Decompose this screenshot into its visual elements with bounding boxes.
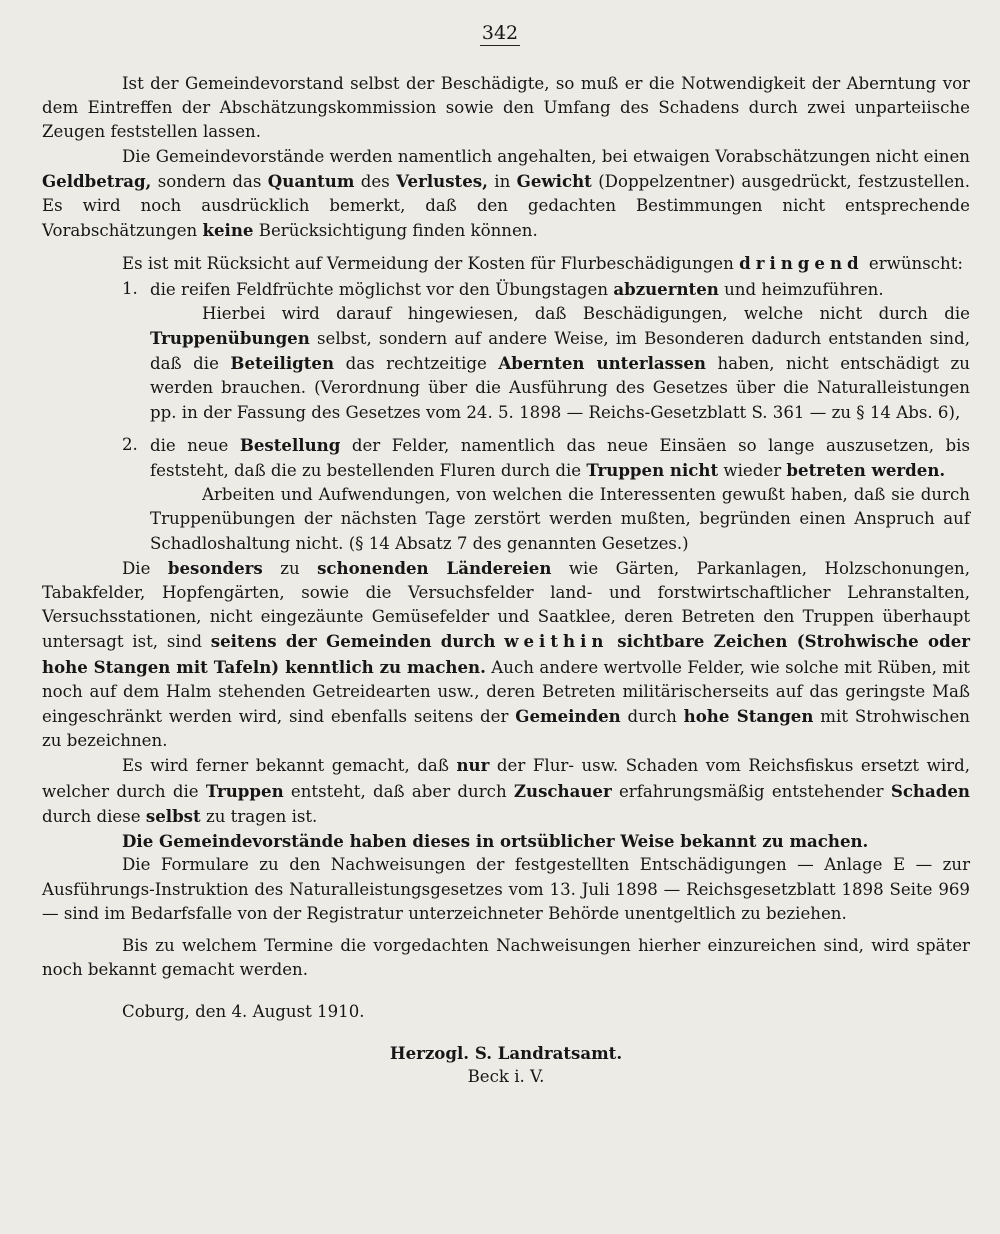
paragraph-3: Es ist mit Rücksicht auf Vermeidung der Kosten für Flurbeschädigungen dringend erwünscht:: [122, 253, 964, 274]
list-item-text: die neue Bestellung der Felder, namentlich das neue Einsäen so lange auszusetzen, bis feststeht, daß die zu bestellenden Fluren durch die Truppen nicht wieder betreten werden.: [150, 434, 970, 481]
paragraph-1: Ist der Gemeindevorstand selbst der Beschädigte, so muß er die Notwendigkeit der Aberntung vor dem Eintreffen der Abschätzungskommission sowie den Umfang des Schadens durch zwei unparteiische Zeugen feststellen lassen.: [42, 74, 970, 142]
page-number: 342: [481, 22, 519, 44]
paragraph-7: Die Formulare zu den Nachweisungen der festgestellten Entschädigungen — Anlage E — zur Ausführungs-Instruktion des Naturalleistungsgesetzes vom 13. Juli 1898 — Reichsgesetzblatt 1898 Seite 969 — sind im Bedarfsfalle von der Registratur unterzeichneter Behörde unentgeltlich zu beziehen.: [42, 855, 970, 923]
list-item-number: 1.: [122, 278, 138, 298]
signature-name: Beck i. V.: [467, 1066, 545, 1086]
list-item-subtext: Hierbei wird darauf hingewiesen, daß Beschädigungen, welche nicht durch die Truppenübungen selbst, sondern auf andere Weise, im Besonderen dadurch entstanden sind, daß die Beteiligten das rechtzeitige Abernten unterlassen haben, nicht entschädigt zu werden brauchen. (Verordnung über die Ausführung des Gesetzes über die Naturalleistungen pp. in der Fassung des Gesetzes vom 24. 5. 1898 — Reichs-Gesetzblatt S. 361 — zu § 14 Abs. 6),: [150, 303, 970, 422]
list-item-2: [122, 433, 970, 556]
document-body: [42, 72, 970, 1089]
paragraph-2: Die Gemeindevorstände werden namentlich angehalten, bei etwaigen Vorabschätzungen nicht einen Geldbetrag, sondern das Quantum des Verlustes, in Gewicht (Doppelzentner) ausgedrückt, festzustellen. Es wird noch ausdrücklich bemerkt, daß den gedachten Bestimmungen nicht entsprechende Vorabschätzungen keine Berücksichtigung finden können.: [42, 146, 970, 241]
list-item-number: 2.: [122, 434, 138, 454]
date-line: Coburg, den 4. August 1910.: [122, 1002, 365, 1022]
list-item-subtext: Arbeiten und Aufwendungen, von welchen die Interessenten gewußt haben, daß sie durch Truppenübungen der nächsten Tage zerstört werden mußten, begründen einen Anspruch auf Schadloshaltung nicht. (§ 14 Absatz 7 des genannten Gesetzes.): [150, 485, 970, 553]
paragraph-4: Die besonders zu schonenden Ländereien wie Gärten, Parkanlagen, Holzschonungen, Tabakfelder, Hopfengärten, sowie die Versuchsfelder land- und forstwirtschaftlicher Lehranstalten, Versuchsstationen, nicht eingezäunte Gemüsefelder und Saatklee, deren Betreten den Truppen überhaupt untersagt ist, sind seitens der Gemeinden durch weithin sichtbare Zeichen (Strohwische oder hohe Stangen mit Tafeln) kenntlich zu machen. Auch andere wertvolle Felder, wie solche mit Rüben, mit noch auf dem Halm stehenden Getreidearten usw., deren Betreten militärischerseits auf das geringste Maß eingeschränkt werden wird, sind ebenfalls seitens der Gemeinden durch hohe Stangen mit Strohwischen zu bezeichnen.: [42, 557, 971, 751]
list-item-1: [122, 277, 970, 425]
list-item-text: die reifen Feldfrüchte möglichst vor den Übungstagen abzuernten und heimzuführen.: [150, 278, 884, 299]
paragraph-5: Es wird ferner bekannt gemacht, daß nur der Flur- usw. Schaden vom Reichsfiskus ersetzt wird, welcher durch die Truppen entsteht, daß aber durch Zuschauer erfahrungsmäßig entstehender Schaden durch diese selbst zu tragen ist.: [42, 755, 970, 826]
notice-instruction: Die Gemeindevorstände haben dieses in ortsüblicher Weise bekannt zu machen.: [122, 831, 869, 852]
numbered-list: [122, 277, 970, 556]
paragraph-8: Bis zu welchem Termine die vorgedachten Nachweisungen hierher einzureichen sind, wird später noch bekannt gemacht werden.: [42, 935, 970, 980]
signature-office: Herzogl. S. Landratsamt.: [389, 1042, 623, 1063]
